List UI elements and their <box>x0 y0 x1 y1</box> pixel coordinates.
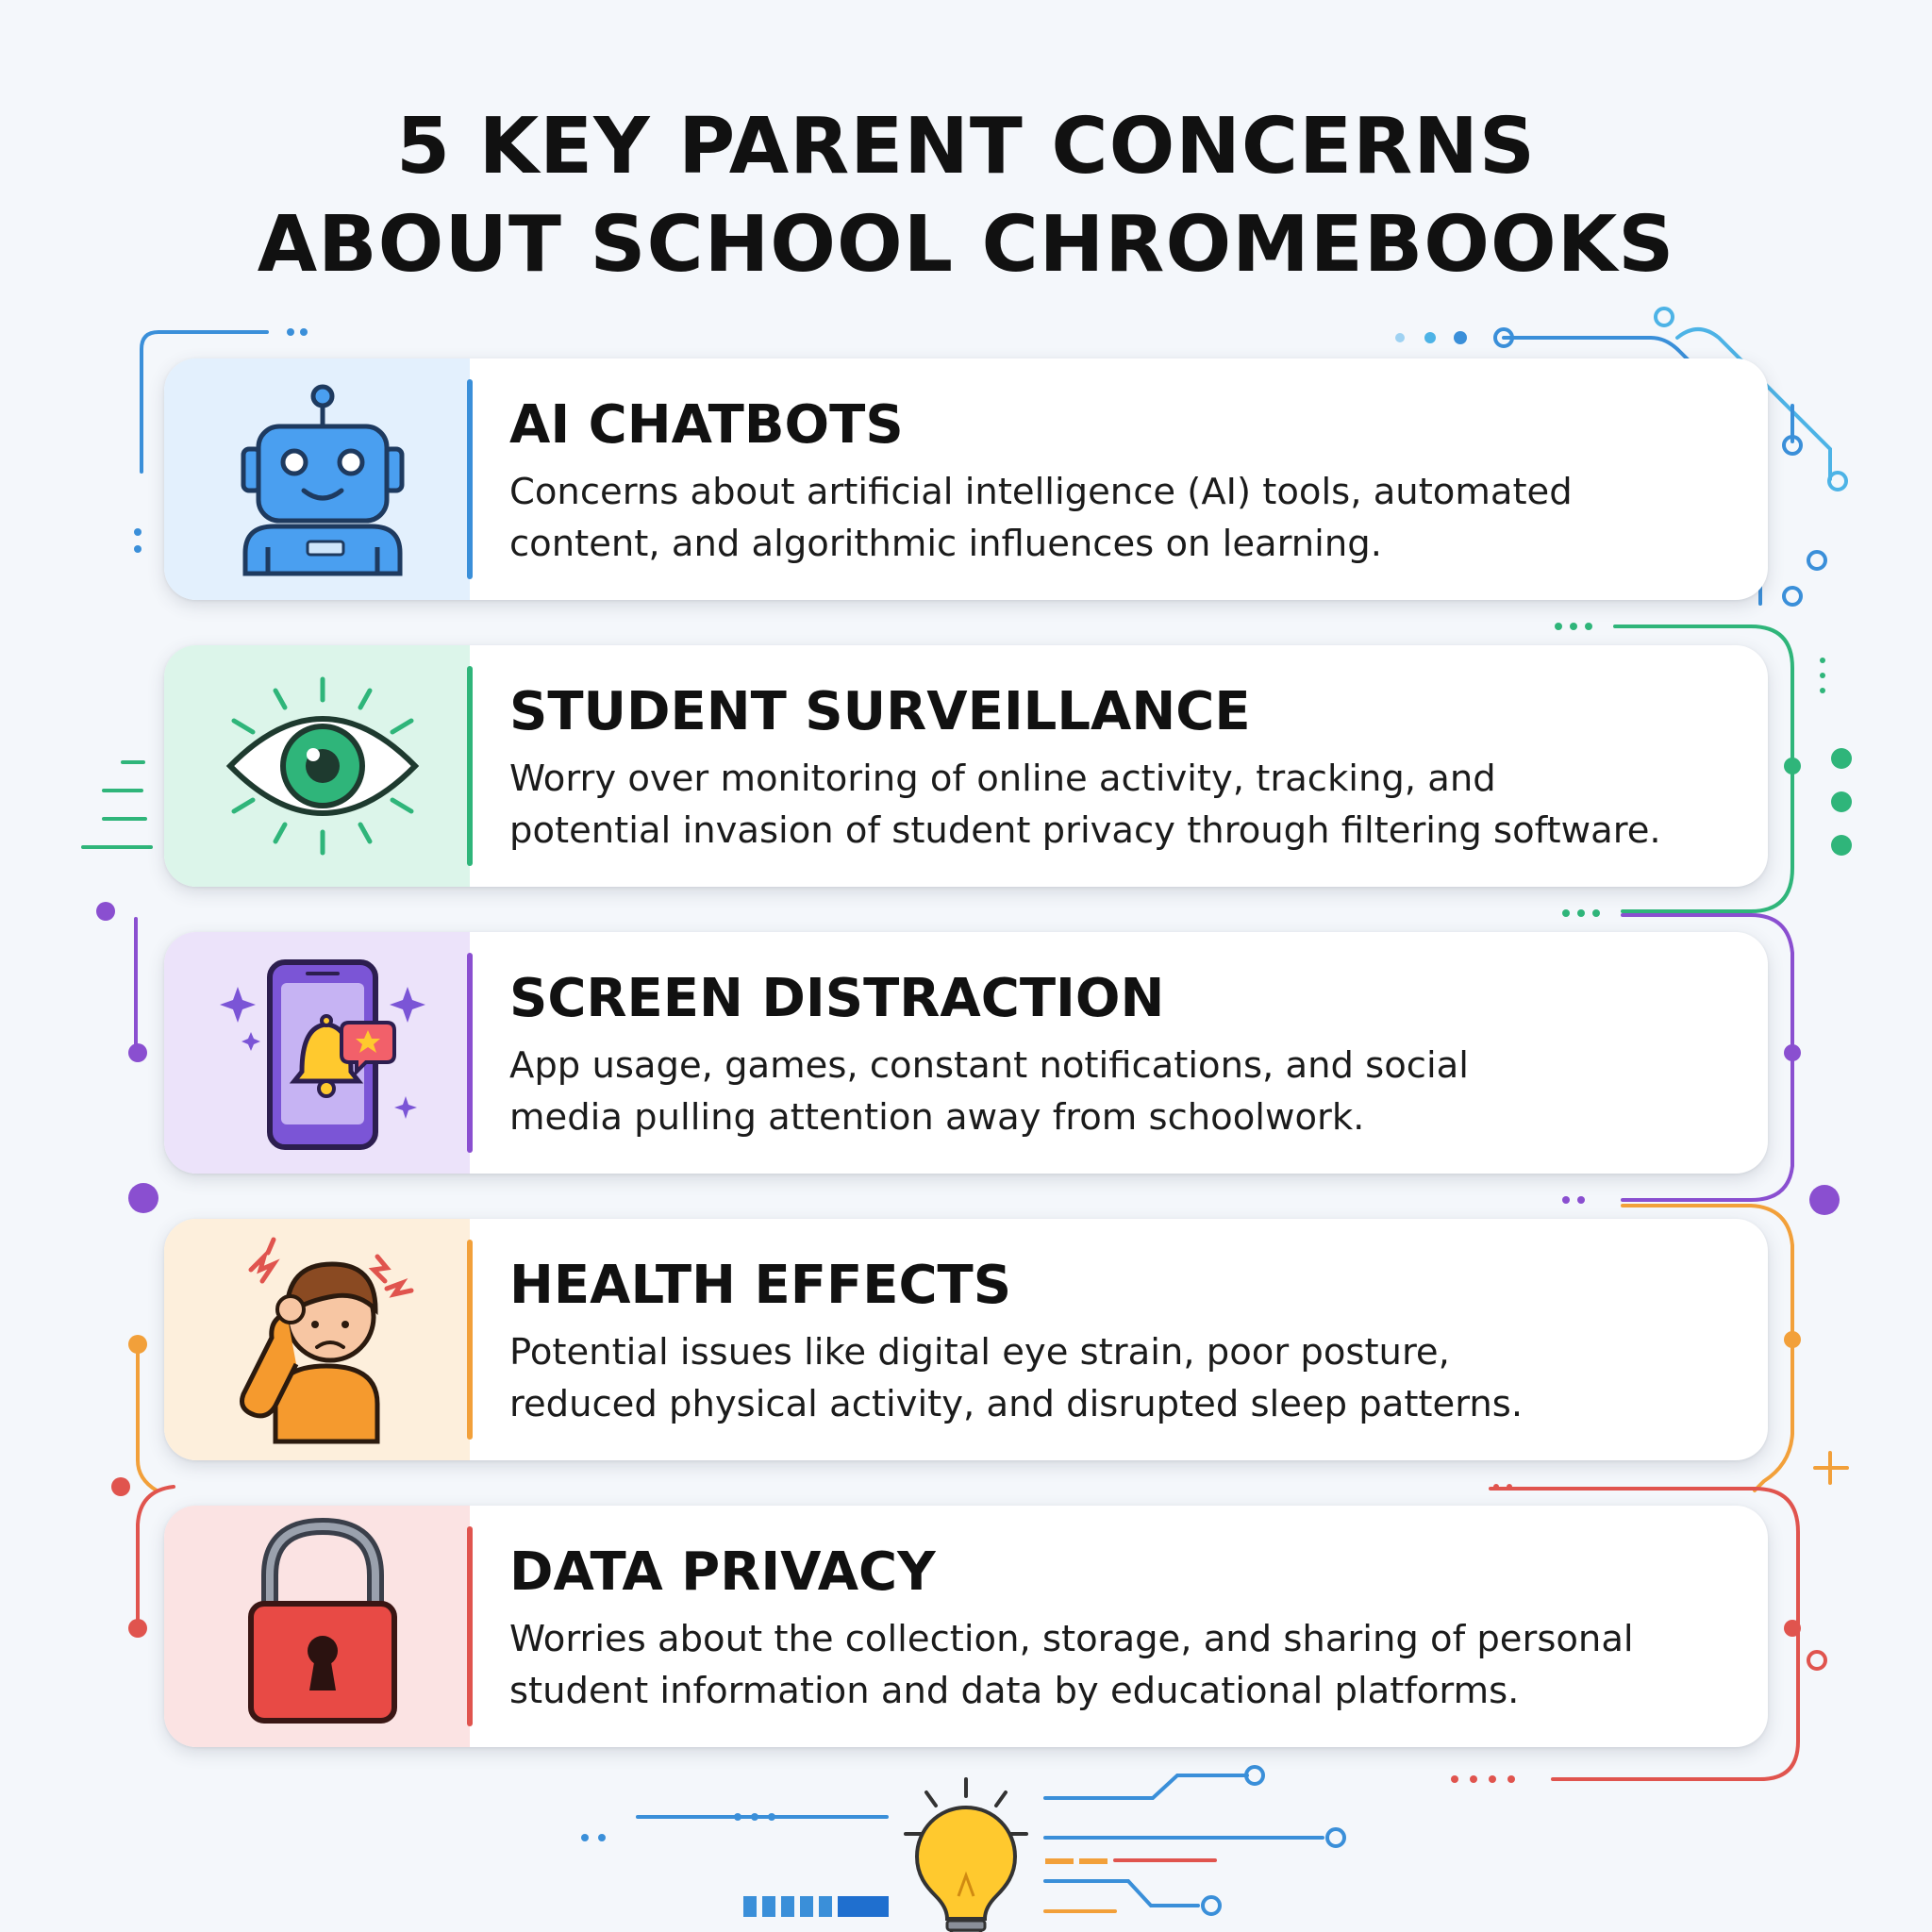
accent-divider <box>467 1240 473 1440</box>
concern-description <box>509 1613 1755 1717</box>
description-line: reduced physical activity, and disrupted sleep patterns. <box>509 1383 1524 1425</box>
concern-description <box>509 1040 1755 1143</box>
concern-description <box>509 466 1755 570</box>
concern-card-health-effects <box>164 1219 1768 1460</box>
description-line: Concerns about artificial intelligence (AI) tools, automated <box>509 471 1573 513</box>
icon-tile <box>164 645 470 887</box>
concern-heading: DATA PRIVACY <box>509 1541 936 1603</box>
description-line: potential invasion of student privacy through filtering software. <box>509 809 1661 852</box>
description-line: Worry over monitoring of online activity, tracking, and <box>509 758 1496 800</box>
phone-notification-icon <box>164 932 470 1174</box>
concern-heading: HEALTH EFFECTS <box>509 1255 1012 1316</box>
page-title <box>0 98 1932 294</box>
concern-card-data-privacy <box>164 1506 1768 1747</box>
icon-tile <box>164 1506 470 1747</box>
padlock-icon <box>164 1506 470 1747</box>
title-line-2: ABOUT SCHOOL CHROMEBOOKS <box>257 200 1675 290</box>
concern-heading: AI CHATBOTS <box>509 394 904 456</box>
concern-card-screen-distraction <box>164 932 1768 1174</box>
accent-divider <box>467 1526 473 1726</box>
description-line: media pulling attention away from schoolwork. <box>509 1096 1365 1139</box>
concern-card-student-surveillance <box>164 645 1768 887</box>
concern-description <box>509 753 1755 857</box>
description-line: App usage, games, constant notifications, and social <box>509 1044 1469 1087</box>
concern-description <box>509 1326 1755 1430</box>
description-line: Worries about the collection, storage, and sharing of personal <box>509 1618 1634 1660</box>
concern-heading: STUDENT SURVEILLANCE <box>509 681 1251 742</box>
concern-heading: SCREEN DISTRACTION <box>509 968 1165 1029</box>
accent-divider <box>467 379 473 579</box>
robot-icon <box>164 358 470 600</box>
headache-person-icon <box>164 1219 470 1460</box>
description-line: content, and algorithmic influences on learning. <box>509 523 1382 565</box>
description-line: Potential issues like digital eye strain, poor posture, <box>509 1331 1450 1374</box>
accent-divider <box>467 666 473 866</box>
title-line-1: 5 KEY PARENT CONCERNS <box>396 102 1536 192</box>
icon-tile <box>164 1219 470 1460</box>
icon-tile <box>164 932 470 1174</box>
description-line: student information and data by educational platforms. <box>509 1670 1520 1712</box>
concern-card-ai-chatbots <box>164 358 1768 600</box>
lightbulb-icon <box>906 1779 1026 1932</box>
icon-tile <box>164 358 470 600</box>
accent-divider <box>467 953 473 1153</box>
eye-icon <box>164 645 470 887</box>
